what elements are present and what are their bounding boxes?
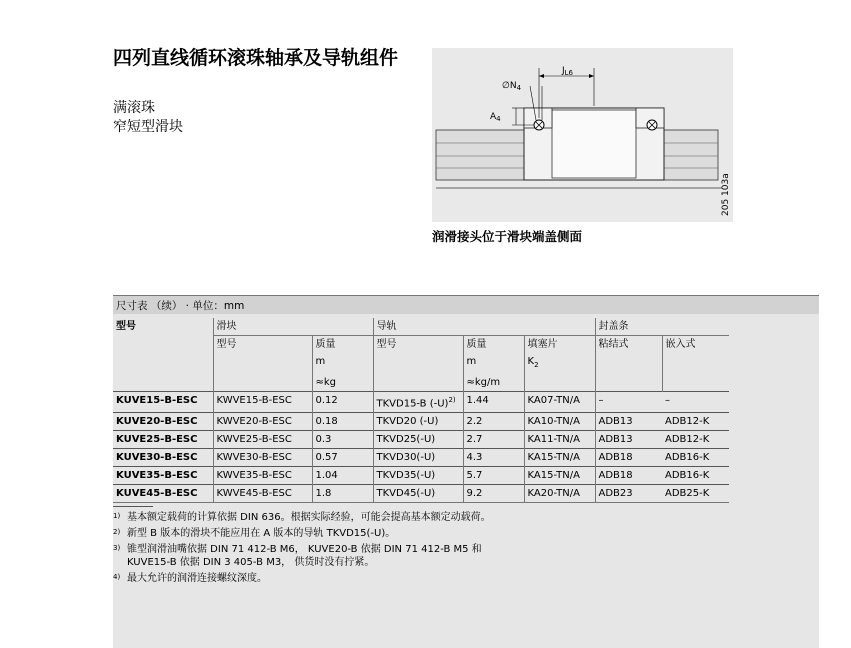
subtitle — [113, 99, 183, 137]
footnote: 3) 锥型润滑油嘴依据 DIN 71 412-B M6， KUVE20-B 依据 DIN 71 412-B M5 和 — [113, 544, 482, 555]
footnotes — [113, 506, 673, 588]
footnote-divider — [113, 506, 153, 507]
diameter-label: $\emptyset N_4$ — [502, 81, 522, 92]
footnote: 1) 基本额定载荷的计算依据 DIN 636。根据实际经验，可能会提高基本额定动载荷。 — [113, 512, 491, 523]
header-carriage-mass-symbol: m — [312, 353, 373, 374]
table-header-row-1 — [113, 318, 729, 336]
header-adhesive: 粘结式 — [595, 336, 662, 354]
footnote: 2) 新型 B 版本的滑块不能应用在 A 版本的导轨 TKVD15(-U)。 — [113, 528, 396, 539]
height-label: $A_4$ — [490, 112, 501, 123]
table-row: KUVE35-B-ESC KWVE35-B-ESC 1.04 TKVD35(-U) 5.7 KA15-TN/A ADB18 ADB16-K — [113, 467, 729, 485]
technical-drawing-svg — [432, 48, 733, 222]
table-title: 尺寸表 （续） · 单位：mm — [116, 300, 245, 312]
length-label: $J_{L6}$ — [562, 66, 574, 77]
header-rail-model: 型号 — [373, 336, 463, 354]
table-row: KUVE15-B-ESC KWVE15-B-ESC 0.12 TKVD15-B $(-U)^{2)}$ 1.44 KA07-TN/A – – — [113, 392, 729, 413]
header-rail-mass: 质量 — [463, 336, 524, 354]
table-header-row-4 — [113, 374, 729, 392]
table-row: KUVE20-B-ESC KWVE20-B-ESC 0.18 TKVD20 (-U) 2.2 KA10-TN/A ADB13 ADB12-K — [113, 413, 729, 431]
drawing-code: 205 103a — [721, 173, 731, 216]
header-carriage-mass: 质量 — [312, 336, 373, 354]
footnote: 4) 最大允许的润滑连接螺纹深度。 — [113, 573, 267, 584]
page-title: 四列直线循环滚珠轴承及导轨组件 — [113, 47, 399, 69]
table-header-row-3 — [113, 353, 729, 374]
figure-caption: 润滑接头位于滑块端盖侧面 — [432, 229, 583, 244]
header-filler: 填塞片 — [524, 336, 595, 354]
table-header-row-2 — [113, 336, 729, 354]
header-end-seal: 封盖条 — [595, 318, 729, 336]
header-rail-mass-symbol: m — [463, 353, 524, 374]
header-filler-symbol: $K_2$ — [524, 353, 595, 374]
header-carriage-model: 型号 — [213, 336, 312, 354]
footnote-continuation: KUVE15-B 依据 DIN 3 405-B M3， 供货时没有拧紧。 — [127, 557, 375, 568]
table-row: KUVE30-B-ESC KWVE30-B-ESC 0.57 TKVD30(-U) 4.3 KA15-TN/A ADB18 ADB16-K — [113, 449, 729, 467]
header-model: 型号 — [116, 321, 136, 332]
table-row: KUVE25-B-ESC KWVE25-B-ESC 0.3 TKVD25(-U) 2.7 KA11-TN/A ADB13 ADB12-K — [113, 431, 729, 449]
table-title-bar — [113, 295, 819, 314]
header-carriage-mass-unit: ≈kg — [312, 374, 373, 392]
header-insert: 嵌入式 — [662, 336, 729, 354]
table-row: KUVE45-B-ESC KWVE45-B-ESC 1.8 TKVD45(-U) 9.2 KA20-TN/A ADB23 ADB25-K — [113, 485, 729, 503]
header-carriage: 滑块 — [213, 318, 373, 336]
header-rail-mass-unit: ≈kg/m — [463, 374, 524, 392]
technical-drawing — [432, 48, 733, 222]
subtitle-line-2: 窄短型滑块 — [113, 119, 183, 135]
header-rail: 导轨 — [373, 318, 595, 336]
subtitle-line-1: 满滚珠 — [113, 100, 155, 116]
dimension-table — [113, 318, 729, 503]
